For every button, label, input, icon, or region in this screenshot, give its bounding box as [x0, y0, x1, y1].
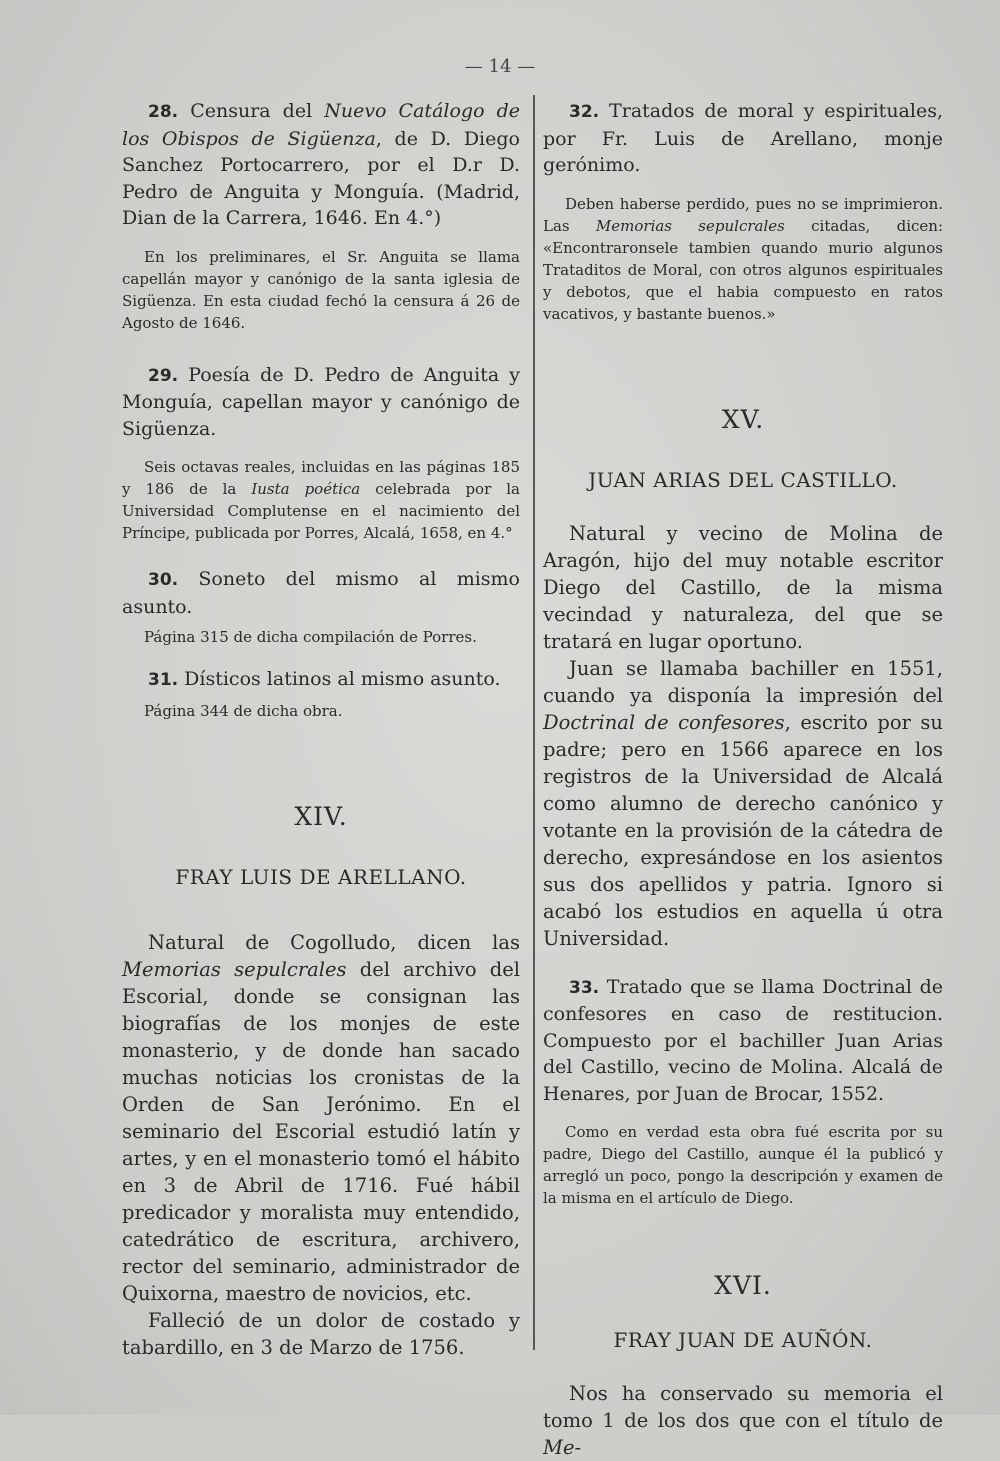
paragraph: Falleció de un dolor de costado y tabardillo, en 3 de Marzo de 1756.	[122, 1308, 520, 1359]
entry-number: 33.	[569, 977, 600, 998]
note-29	[122, 456, 520, 544]
note-text: citadas, dicen: «Encontraronsele tambien quando murio algunos Trataditos de Moral, con otros algunos espirituales y debotos, que el habia compuesto en ratos vacativos, y bastante buenos.»	[543, 216, 943, 323]
section-title-arias: JUAN ARIAS DEL CASTILLO.	[588, 467, 898, 492]
note-text: Seis octavas reales, incluidas en las páginas 185 y 186 de la	[122, 458, 520, 498]
entry-30	[122, 566, 520, 620]
entry-text: Poesía de D. Pedro de Anguita y Monguía, capellan mayor y canónigo de Sigüenza.	[122, 363, 520, 440]
note-30: Página 315 de dicha compilación de Porres.	[144, 628, 477, 646]
paragraph-text: Juan se llamaba bachiller en 1551, cuando ya disponía la impresión del	[543, 656, 943, 707]
entry-number: 29.	[148, 365, 179, 386]
left-column	[122, 98, 520, 1361]
entry-number: 30.	[148, 570, 179, 590]
entry-28	[122, 98, 520, 232]
note-28: En los preliminares, el Sr. Anguita se llama capellán mayor y canónigo de la santa iglesia de Sigüenza. En esta ciudad fechó la censura á 26 de Agosto de 1646.	[122, 247, 520, 332]
entry-text: Soneto del mismo al mismo asunto.	[122, 568, 520, 618]
paragraph-italic: Memorias sepulcrales	[122, 957, 347, 981]
paragraph-italic: Me-	[543, 1436, 582, 1459]
entry-29	[122, 362, 520, 443]
note-text: Deben haberse perdido, pues no se imprimieron. Las	[543, 194, 943, 235]
paragraph	[543, 655, 943, 952]
note-32	[543, 193, 943, 325]
entry-33	[543, 974, 943, 1108]
paragraph-text: , escrito por su padre; pero en 1566 aparece en los registros de la Universidad de Alcalá como alumno de derecho canónico y votante en la provisión de la cátedra de derecho, expresándose en los asientos sus dos apellidos y patria. Ignoro si acabó los estudios en aquella ú otra Universidad.	[543, 710, 943, 950]
entry-31	[122, 666, 520, 694]
paragraph: Natural y vecino de Molina de Aragón, hijo del muy notable escritor Diego del Castillo, de la misma vecindad y naturaleza, del que se tratará en lugar oportuno.	[543, 521, 943, 653]
section-numeral-xv: XV.	[721, 404, 765, 434]
note-italic-title: Memorias sepulcrales	[595, 216, 785, 235]
entry-32	[543, 98, 943, 179]
note-text: celebrada por la Universidad Complutense en el nacimiento del Príncipe, publicada por Porres, Alcalá, 1658, en 4.°	[122, 480, 520, 542]
right-column	[543, 98, 943, 1461]
entry-number: 31.	[148, 670, 179, 690]
section-title-aunon: FRAY JUAN DE AUÑÓN.	[613, 1328, 873, 1352]
entry-italic-title: Nuevo Catálogo de los Obispos de Sigüenza	[122, 100, 520, 150]
entry-text: , de D. Diego Sanchez Portocarrero, por el D.r D. Pedro de Anguita y Monguía. (Madrid, Dian de la Carrera, 1646. En 4.°)	[122, 127, 520, 229]
entry-number: 32.	[569, 102, 600, 122]
paragraph	[543, 1380, 943, 1461]
entry-text: Dísticos latinos al mismo asunto.	[178, 668, 501, 690]
entry-text: Tratados de moral y espirituales, por Fr. Luis de Arellano, monje gerónimo.	[543, 100, 943, 176]
paragraph-text: del archivo del Escorial, donde se consignan las biografías de los monjes de este monasterio, y de donde han sacado muchas noticias los cronistas de la Orden de San Jerónimo. En el seminario del Escorial estudió latín y artes, y en el monasterio tomó el hábito en 3 de Abril de 1716. Fué hábil predicador y moralista muy entendido, catedrático de escritura, archivero, rector del seminario, administrador de Quixorna, maestro de novicios, etc.	[122, 957, 520, 1305]
paragraph-text: Nos ha conservado su memoria el tomo 1 de los dos que con el título de	[543, 1382, 943, 1432]
note-33: Como en verdad esta obra fué escrita por su padre, Diego del Castillo, aunque él la publicó y arregló un poco, pongo la descripción y examen de la misma en el artículo de Diego.	[543, 1123, 943, 1207]
page-number: — 14 —	[464, 56, 536, 77]
section-numeral-xiv: XIV.	[294, 801, 348, 831]
entry-number: 28.	[148, 102, 179, 122]
paragraph	[122, 929, 520, 1307]
column-divider	[533, 95, 535, 1350]
section-numeral-xvi: XVI.	[714, 1271, 772, 1300]
paragraph-text: Natural de Cogolludo, dicen las	[148, 930, 520, 954]
paragraph-italic: Doctrinal de confesores	[543, 710, 785, 734]
note-italic-title: Iusta poética	[251, 480, 361, 498]
note-31: Página 344 de dicha obra.	[144, 701, 343, 720]
entry-text: Tratado que se llama Doctrinal de confesores en caso de restitucion. Compuesto por el bachiller Juan Arias del Castillo, vecino de Molina. Alcalá de Henares, por Juan de Brocar, 1552.	[543, 975, 943, 1105]
section-title-arellano: FRAY LUIS DE ARELLANO.	[175, 864, 467, 889]
entry-text: Censura del	[178, 100, 325, 122]
